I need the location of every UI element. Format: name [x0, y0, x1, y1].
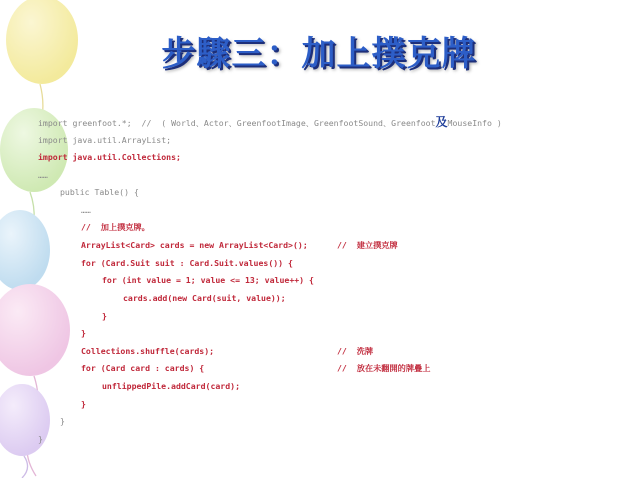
constructor-line: public Table() {: [60, 187, 139, 197]
for-value-line: for (int value = 1; value <= 13; value++) {: [102, 275, 314, 285]
arraylist-comment: // 建立撲克牌: [337, 240, 398, 250]
shuffle-comment: // 洗牌: [337, 346, 374, 356]
and-character: 及: [435, 115, 448, 129]
for-card-comment: // 放在未翻開的牌疊上: [337, 363, 431, 373]
arraylist-line: ArrayList<Card> cards = new ArrayList<Card>();: [81, 240, 308, 250]
add-cards-comment: // 加上撲克牌。: [81, 222, 150, 232]
import-collections-line: import java.util.Collections;: [38, 152, 181, 162]
close-outer-brace: }: [81, 328, 86, 338]
import-greenfoot-tail: MouseInfo ): [447, 118, 502, 128]
ellipsis-inner-line: ……: [81, 205, 91, 215]
close-inner-brace: }: [102, 311, 107, 321]
add-card-line: unflippedPile.addCard(card);: [102, 381, 241, 391]
for-suit-line: for (Card.Suit suit : Card.Suit.values()) {: [81, 258, 293, 268]
import-greenfoot-line: [38, 117, 502, 129]
close-class-brace: }: [38, 434, 43, 444]
ellipsis-line: ……: [38, 170, 48, 180]
close-for-card-brace: }: [81, 399, 86, 409]
for-card-line: for (Card card : cards) {: [81, 363, 205, 373]
slide-title: 步驟三：加上撲克牌: [161, 34, 477, 74]
import-greenfoot-text: import greenfoot.*; // ( World、Actor、GreenfootImage、GreenfootSound、Greenfoot: [38, 118, 436, 128]
close-constructor-brace: }: [60, 416, 65, 426]
shuffle-line: Collections.shuffle(cards);: [81, 346, 215, 356]
import-arraylist-line: import java.util.ArrayList;: [38, 135, 172, 145]
cards-add-line: cards.add(new Card(suit, value));: [123, 293, 286, 303]
